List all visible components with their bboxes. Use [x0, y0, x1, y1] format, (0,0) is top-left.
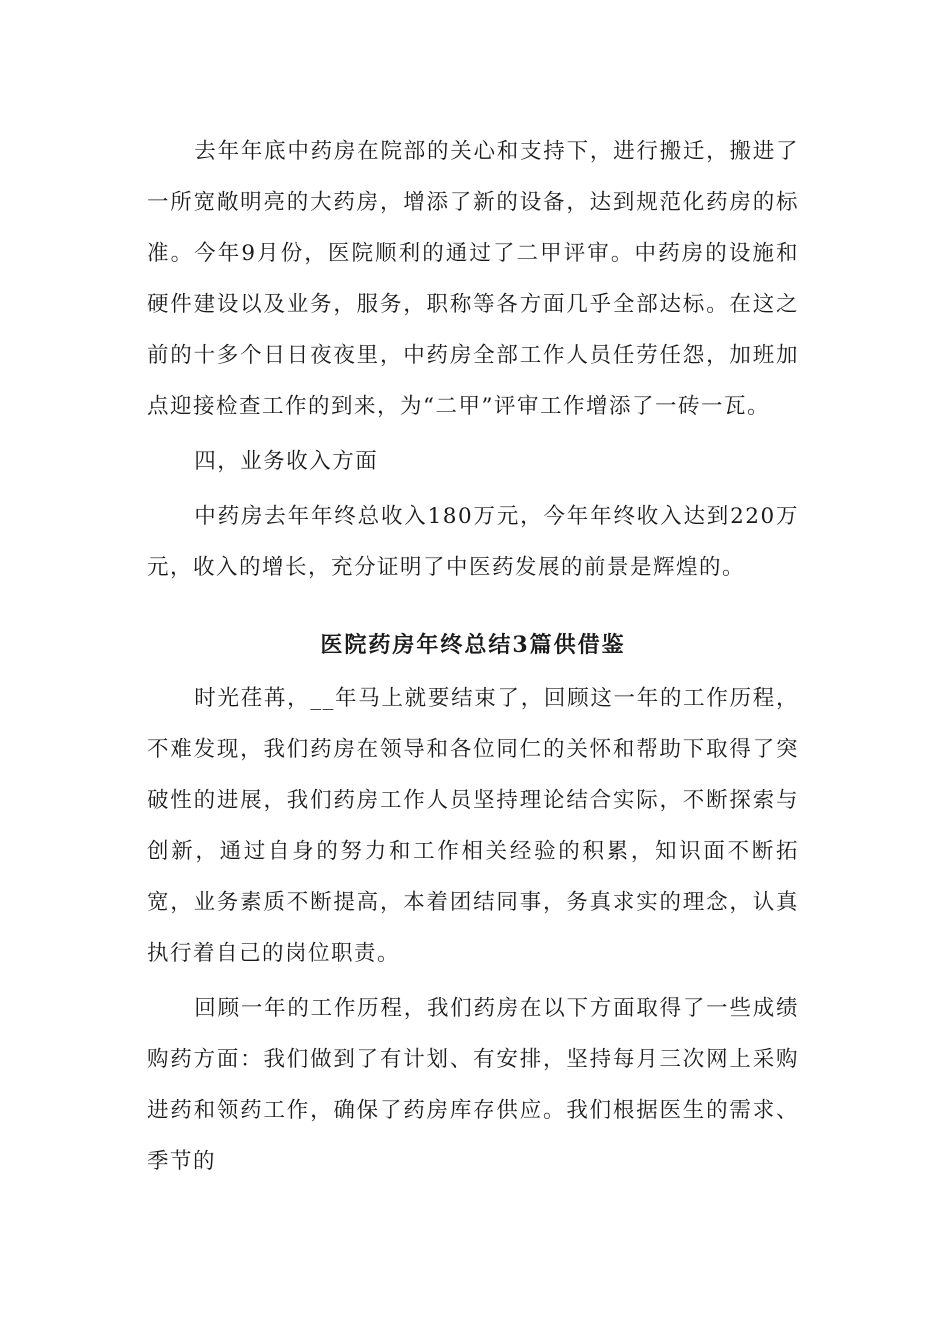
paragraph-relocation: 去年年底中药房在院部的关心和支持下，进行搬迁，搬进了一所宽敞明亮的大药房，增添了新的设备，达到规范化药房的标准。今年9月份，医院顺利的通过了二甲评审。中药房的设施和硬件建设以及业务，服务，职称等各方面几乎全部达标。在这之前的十多个日日夜夜里，中药房全部工作人员任劳任怨，加班加点迎接检查工作的到来，为“二甲”评审工作增添了一砖一瓦。	[147, 139, 799, 419]
paragraph-achievements: 回顾一年的工作历程，我们药房在以下方面取得了一些成绩购药方面：我们做到了有计划、有安排，坚持每月三次网上采购进药和领药工作，确保了药房库存供应。我们根据医生的需求、季节的	[147, 996, 799, 1174]
document-body	[147, 126, 799, 1187]
article-title: 医院药房年终总结3篇供借鉴	[320, 632, 626, 658]
paragraph-intro: 时光荏苒，__年马上就要结束了，回顾这一年的工作历程，不难发现，我们药房在领导和各位同仁的关怀和帮助下取得了突破性的进展，我们药房工作人员坚持理论结合实际，不断探索与创新，通过自身的努力和工作相关经验的积累，知识面不断拓宽，业务素质不断提高，本着团结同事，务真求实的理念，认真执行着自己的岗位职责。	[147, 686, 799, 966]
paragraph-revenue: 中药房去年年终总收入180万元，今年年终收入达到220万元，收入的增长，充分证明了中医药发展的前景是辉煌的。	[147, 504, 799, 580]
section-heading-revenue: 四，业务收入方面	[194, 449, 379, 474]
